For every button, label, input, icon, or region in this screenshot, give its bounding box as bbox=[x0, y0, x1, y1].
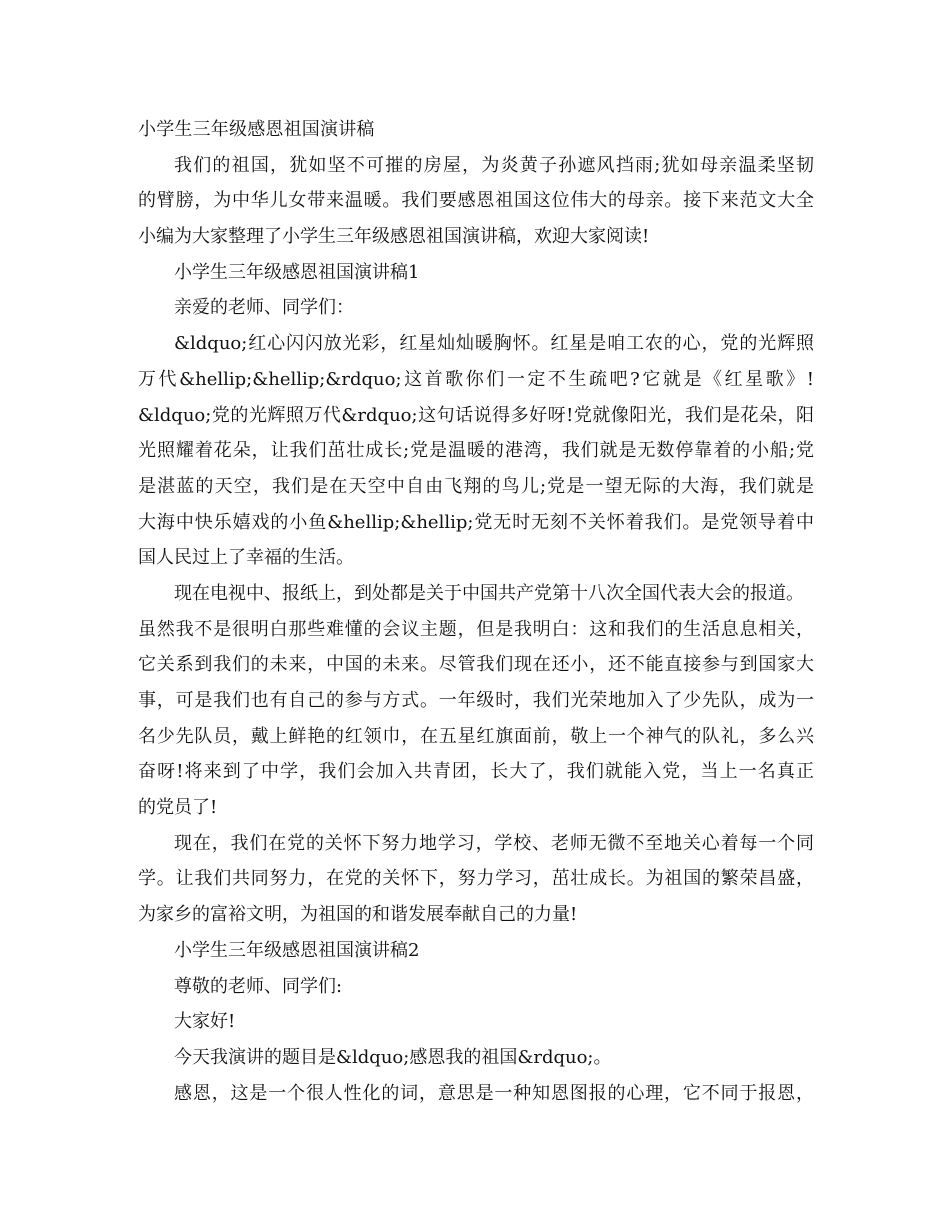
section-heading-1: 小学生三年级感恩祖国演讲稿1 bbox=[174, 261, 420, 283]
speech1-line-17: 为家乡的富裕文明，为祖国的和谐发展奉献自己的力量! bbox=[138, 904, 578, 926]
speech2-topic: 今天我演讲的题目是&ldquo;感恩我的祖国&rdquo;。 bbox=[174, 1046, 612, 1068]
speech1-line-3: &ldquo;党的光辉照万代&rdquo;这句话说得多好呀!党就像阳光，我们是花朵，阳 bbox=[138, 404, 814, 426]
speech1-line-1: &ldquo;红心闪闪放光彩，红星灿灿暖胸怀。红星是咱工农的心，党的光辉照 bbox=[174, 333, 814, 355]
section-heading-2: 小学生三年级感恩祖国演讲稿2 bbox=[174, 939, 420, 961]
speech2-hello: 大家好! bbox=[174, 1011, 236, 1033]
speech-greeting-2: 尊敬的老师、同学们: bbox=[174, 975, 343, 997]
intro-line-3: 小编为大家整理了小学生三年级感恩祖国演讲稿，欢迎大家阅读! bbox=[138, 226, 650, 248]
speech1-line-12: 名少先队员，戴上鲜艳的红领巾，在五星红旗面前，敬上一个神气的队礼，多么兴 bbox=[138, 725, 814, 747]
speech1-line-6: 大海中快乐嬉戏的小鱼&hellip;&hellip;党无时无刻不关怀着我们。是党领导着中 bbox=[138, 511, 814, 533]
intro-line-1: 我们的祖国，犹如坚不可摧的房屋，为炎黄子孙遮风挡雨;犹如母亲温柔坚韧 bbox=[174, 154, 814, 176]
speech2-line-1: 感恩，这是一个很人性化的词，意思是一种知恩图报的心理，它不同于报恩， bbox=[174, 1082, 814, 1104]
speech1-line-2: 万代&hellip;&hellip;&rdquo;这首歌你们一定不生疏吧?它就是《红星歌》! bbox=[138, 368, 814, 390]
speech1-line-5: 是湛蓝的天空，我们是在天空中自由飞翔的鸟儿;党是一望无际的大海，我们就是 bbox=[138, 475, 814, 497]
speech1-line-9: 虽然我不是很明白那些难懂的会议主题，但是我明白：这和我们的生活息息相关， bbox=[138, 618, 814, 640]
speech1-line-14: 的党员了! bbox=[138, 797, 218, 819]
speech1-line-16: 学。让我们共同努力，在党的关怀下，努力学习，茁壮成长。为祖国的繁荣昌盛， bbox=[138, 868, 814, 890]
speech1-line-7: 国人民过上了幸福的生活。 bbox=[138, 547, 354, 569]
document-title: 小学生三年级感恩祖国演讲稿 bbox=[138, 119, 375, 140]
speech1-line-13: 奋呀!将来到了中学，我们会加入共青团，长大了，我们就能入党，当上一名真正 bbox=[138, 761, 814, 783]
speech-greeting-1: 亲爱的老师、同学们： bbox=[174, 297, 354, 319]
speech1-line-8: 现在电视中、报纸上，到处都是关于中国共产党第十八次全国代表大会的报道。 bbox=[174, 582, 804, 604]
speech1-line-15: 现在，我们在党的关怀下努力地学习，学校、老师无微不至地关心着每一个同 bbox=[174, 832, 814, 854]
speech1-line-11: 事，可是我们也有自己的参与方式。一年级时，我们光荣地加入了少先队，成为一 bbox=[138, 690, 814, 711]
document-page bbox=[138, 112, 814, 1111]
speech1-line-10: 它关系到我们的未来，中国的未来。尽管我们现在还小，还不能直接参与到国家大 bbox=[138, 654, 814, 676]
intro-line-2: 的臂膀，为中华儿女带来温暖。我们要感恩祖国这位伟大的母亲。接下来范文大全 bbox=[138, 190, 814, 212]
speech1-line-4: 光照耀着花朵，让我们茁壮成长;党是温暖的港湾，我们就是无数停靠着的小船;党 bbox=[138, 440, 814, 462]
